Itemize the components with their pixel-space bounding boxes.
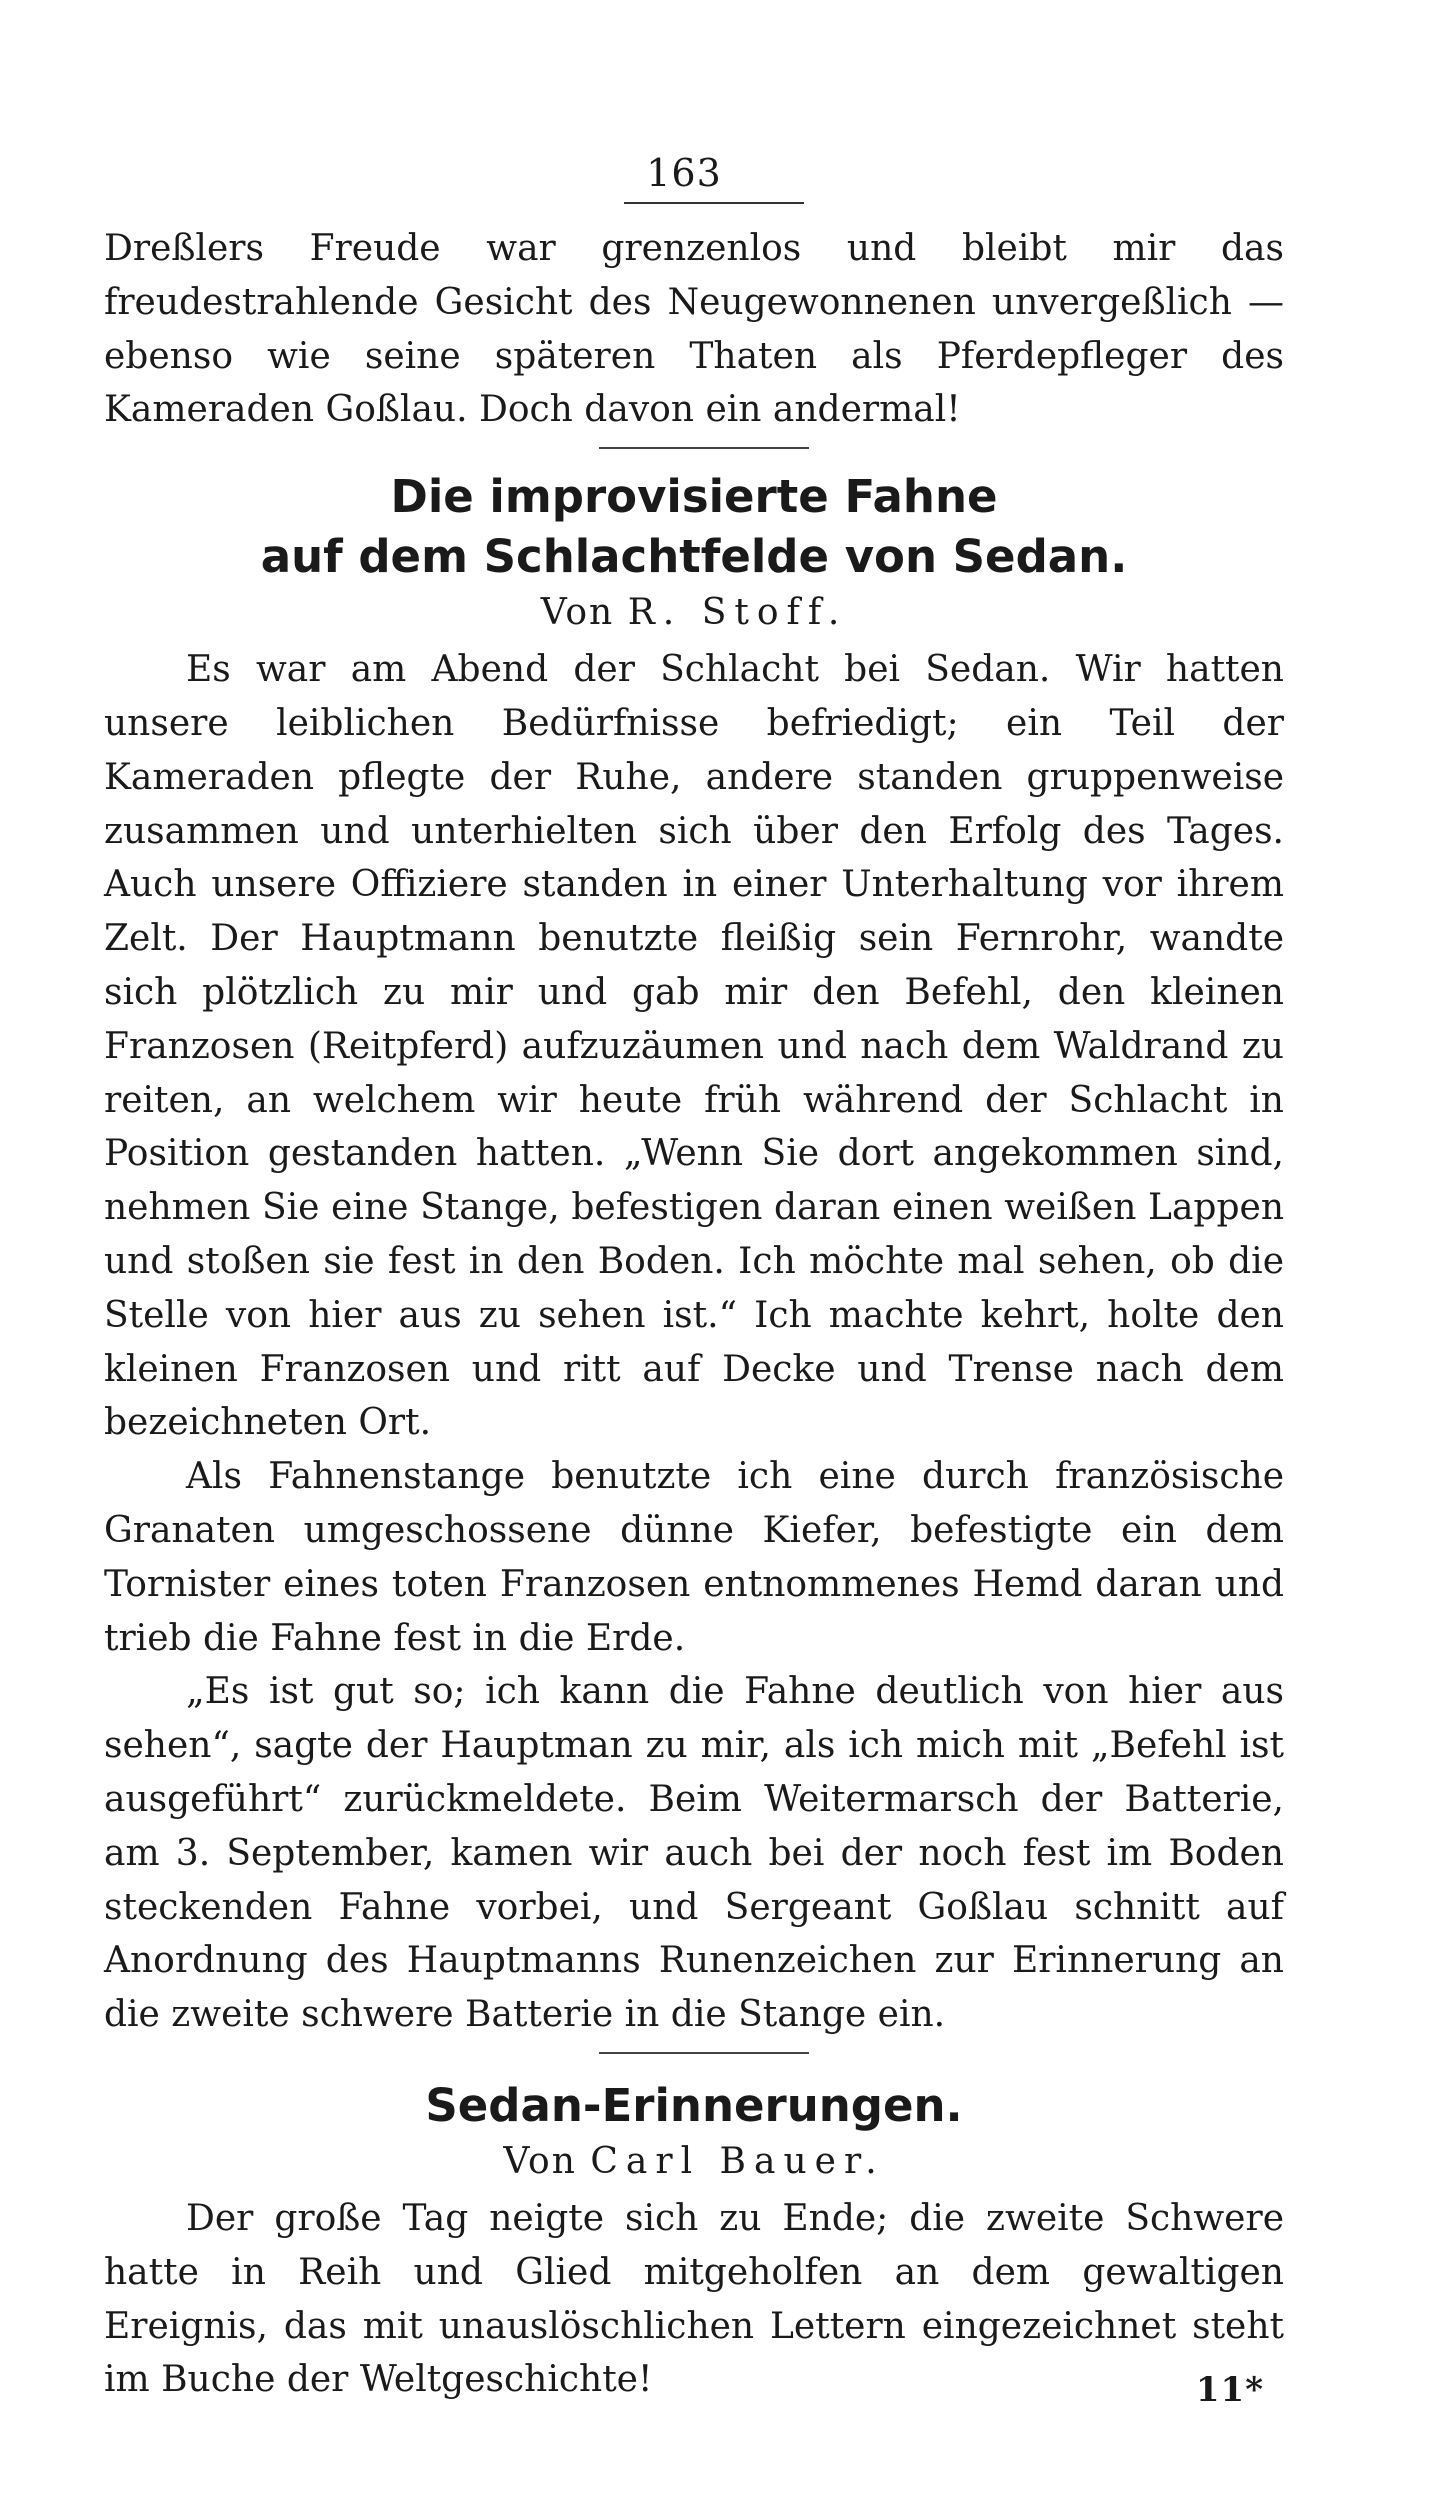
page-number: 163 [646,151,722,195]
section-1-byline [104,587,1284,639]
section-2-paragraph-1: Der große Tag neigte sich zu Ende; die zweite Schwere hatte in Reih und Glied mitgeholfen an dem gewaltigen Ereignis, das mit unauslöschlichen Lettern eingezeichnet steht im Buche der Weltgeschichte! [104,2197,1284,2401]
book-page [104,150,1284,2450]
byline-author: Carl Bauer. [590,2140,885,2182]
signature-mark: 11* [1195,2370,1264,2410]
section-2-title: Sedan-Erinnerungen. [425,2078,963,2132]
section-1-title-line-2: auf dem Schlachtfelde von Sedan. [260,530,1128,584]
section-divider [599,447,809,449]
section-divider [599,2052,809,2054]
byline-prefix: Von [503,2140,577,2182]
section-1-paragraph-2: Als Fahnenstange benutzte ich eine durch französische Granaten umgeschossene dünne Kiefer, befestigte ein dem Tornister eines toten Franzosen entnommenes Hemd daran und trieb die Fahne fest in die Erde. [104,1456,1284,1659]
section-1-paragraph-3: „Es ist gut so; ich kann die Fahne deutlich von hier aus sehen“, sagte der Hauptman zu mir, als ich mich mit „Befehl ist ausgeführt“ zurückmeldete. Beim Weitermarsch der Batterie, am 3. September, kamen wir auch bei der noch fest im Boden steckenden Fahne vorbei, und Sergeant Goßlau schnitt auf Anordnung des Hauptmanns Runenzeichen zur Erinnerung an die zweite schwere Batterie in die Stange ein. [104,1671,1284,2036]
byline-prefix: Von [540,592,615,634]
section-1-paragraph-1: Es war am Abend der Schlacht bei Sedan. Wir hatten unsere leiblichen Bedürfnisse befriedigt; ein Teil der Kameraden pflegte der Ruhe, andere standen gruppenweise zusammen und unterhielten sich über den Erfolg des Tages. Auch unsere Offiziere standen in einer Unterhaltung vor ihrem Zelt. Der Hauptmann benutzte fleißig sein Fernrohr, wandte sich plötzlich zu mir und gab mir den Befehl, den kleinen Franzosen (Reitpferd) aufzuzäumen und nach dem Waldrand zu reiten, an welchem wir heute früh während der Schlacht in Position gestanden hatten. „Wenn Sie dort angekommen sind, nehmen Sie eine Stange, befestigen daran einen weißen Lappen und stoßen sie fest in den Boden. Ich möchte mal sehen, ob die Stelle von hier aus zu sehen ist.“ Ich machte kehrt, holte den kleinen Franzosen und ritt auf Decke und Trense nach dem bezeichneten Ort. [104,649,1284,1444]
section-2-byline [104,2136,1284,2188]
intro-paragraph: Dreßlers Freude war grenzenlos und bleibt mir das freudestrahlende Gesicht des Neugewonnenen unvergeßlich — ebenso wie seine späteren Thaten als Pferdepfleger des Kameraden Goßlau. Doch davon ein andermal! [104,228,1284,431]
byline-author: R. Stoff. [627,592,848,634]
section-1-title-line-1: Die improvisierte Fahne [390,470,998,524]
header-rule [624,202,804,204]
